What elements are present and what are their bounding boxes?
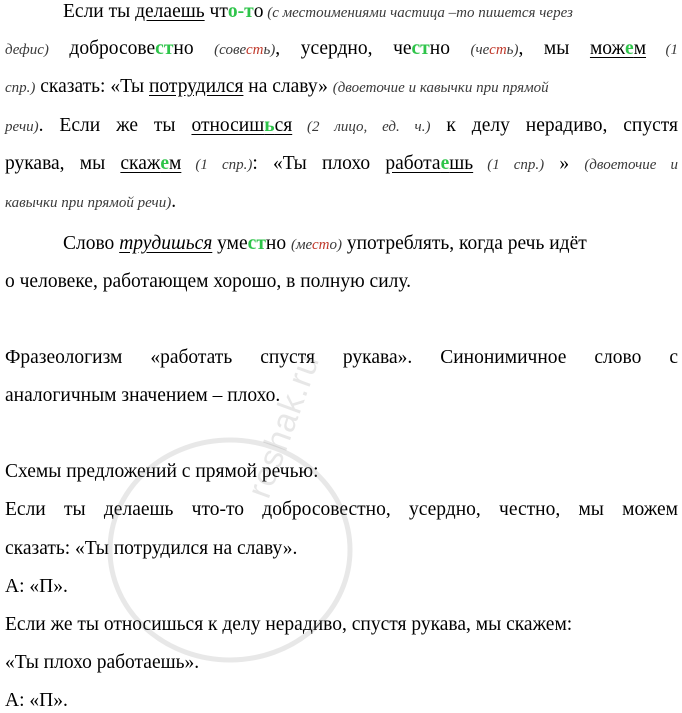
note: ь) bbox=[263, 42, 276, 58]
para1-line3 bbox=[5, 75, 682, 100]
text: на славу» bbox=[243, 76, 333, 97]
text: относиш bbox=[191, 115, 265, 136]
para1-line6 bbox=[5, 190, 682, 215]
text: шь bbox=[449, 153, 474, 174]
note: (ме bbox=[290, 237, 312, 253]
text: о bbox=[253, 1, 264, 22]
text: уме bbox=[212, 233, 248, 254]
text: рукава, мы bbox=[5, 153, 121, 174]
text: сказать: «Ты bbox=[35, 76, 149, 97]
text: ся bbox=[274, 115, 293, 136]
highlight-letter: ст bbox=[411, 38, 430, 59]
note: кавычки при прямой речи) bbox=[5, 195, 172, 211]
para1-line4 bbox=[5, 114, 678, 139]
underlined-word: делаешь bbox=[135, 1, 205, 22]
note-highlight: ст bbox=[245, 42, 264, 58]
para4-line2: Если ты делаешь что-то добросовестно, усердно, честно, мы можем bbox=[5, 499, 678, 520]
underlined-word bbox=[590, 38, 646, 59]
note: (двоеточие и bbox=[584, 157, 678, 173]
text: чт bbox=[204, 1, 228, 22]
highlight-letter: ь bbox=[264, 115, 275, 136]
text: , усердно, че bbox=[275, 38, 412, 59]
highlight-letter: ст bbox=[155, 38, 174, 59]
text: работа bbox=[385, 153, 441, 174]
highlight-letter: е bbox=[440, 153, 450, 174]
text: Слово bbox=[63, 233, 120, 254]
note: (че bbox=[470, 42, 490, 58]
para2-line2: о человеке, работающем хорошо, в полную силу. bbox=[5, 271, 412, 292]
watermark-text: reshak.ru bbox=[240, 348, 328, 503]
note: дефис) bbox=[5, 42, 49, 58]
note: (2 лицо, ед. ч.) bbox=[292, 119, 431, 135]
text: употреблять, когда речь идёт bbox=[342, 233, 587, 254]
note: (1 спр.) bbox=[473, 157, 545, 173]
text: добросове bbox=[48, 38, 156, 59]
highlight-letter: ст bbox=[247, 233, 266, 254]
note: ь) bbox=[506, 42, 519, 58]
note-highlight: ст bbox=[489, 42, 507, 58]
para4-line3: сказать: «Ты потрудился на славу». bbox=[5, 538, 298, 559]
para4-line1: Схемы предложений с прямой речью: bbox=[5, 461, 319, 482]
highlight-letter: т bbox=[244, 1, 254, 22]
para1-line1 bbox=[63, 0, 682, 25]
para1-line5 bbox=[5, 152, 678, 177]
text: м bbox=[169, 153, 182, 174]
text: » bbox=[544, 153, 585, 174]
note: речи) bbox=[5, 119, 39, 135]
para2-line1 bbox=[63, 232, 682, 257]
text: , мы bbox=[518, 38, 590, 59]
note: (с местоимениями частица –то пишется через bbox=[263, 5, 573, 21]
note: (двоеточие и кавычки при прямой bbox=[332, 80, 549, 96]
para4-line6: «Ты плохо работаешь». bbox=[5, 652, 200, 673]
text: но bbox=[429, 38, 471, 59]
underlined-word: трудишься bbox=[119, 233, 213, 254]
text: но bbox=[265, 233, 291, 254]
highlight-letter: о bbox=[227, 1, 238, 22]
note: спр.) bbox=[5, 80, 36, 96]
text: скаж bbox=[120, 153, 161, 174]
text: но bbox=[173, 38, 215, 59]
highlight-letter: е bbox=[625, 38, 634, 59]
text: . bbox=[171, 191, 177, 212]
para1-line2 bbox=[5, 37, 678, 62]
text: Если ты bbox=[63, 1, 136, 22]
note: (1 bbox=[646, 42, 678, 58]
text: : «Ты плохо bbox=[252, 153, 386, 174]
note-highlight: ст bbox=[312, 237, 330, 253]
para3-line1: Фразеологизм «работать спустя рукава». Синонимичное слово с bbox=[5, 347, 678, 368]
text: мож bbox=[589, 38, 626, 59]
para4-line7: А: «П». bbox=[5, 690, 68, 711]
underlined-word bbox=[191, 115, 292, 136]
underlined-word bbox=[120, 153, 181, 174]
underlined-word bbox=[385, 153, 473, 174]
note: о) bbox=[329, 237, 342, 253]
highlight-letter: - bbox=[237, 1, 245, 22]
underlined-word: потрудился bbox=[149, 76, 244, 97]
highlight-letter: е bbox=[160, 153, 169, 174]
note: (1 спр.) bbox=[181, 157, 253, 173]
text: к делу нерадиво, спустя bbox=[430, 115, 678, 136]
note: (сове bbox=[214, 42, 246, 58]
text: м bbox=[633, 38, 647, 59]
para4-line5: Если же ты относишься к делу нерадиво, спустя рукава, мы скажем: bbox=[5, 614, 573, 635]
para3-line2: аналогичным значением – плохо. bbox=[5, 385, 281, 406]
text: . Если же ты bbox=[38, 115, 192, 136]
para4-line4: А: «П». bbox=[5, 576, 68, 597]
